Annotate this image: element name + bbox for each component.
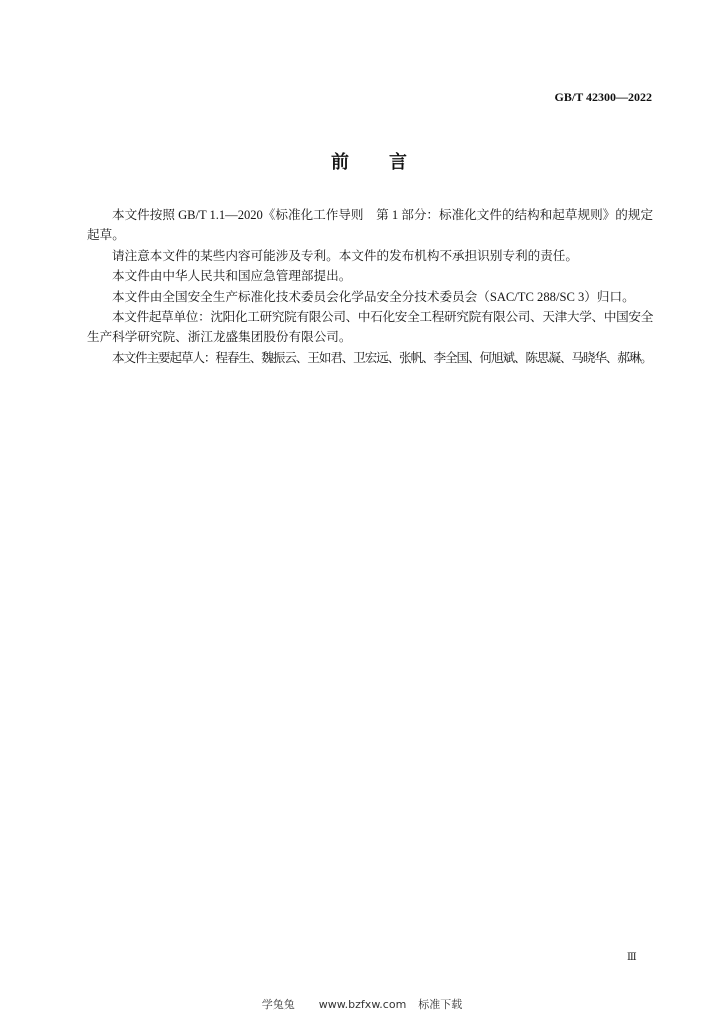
paragraph-patent-notice — [87, 246, 653, 266]
paragraph-technical-committee — [87, 287, 653, 307]
foreword-body — [87, 205, 653, 368]
paragraph-line: 请注意本文件的某些内容可能涉及专利。本文件的发布机构不承担识别专利的责任。 — [112, 248, 578, 263]
paragraph-line: 本文件由中华人民共和国应急管理部提出。 — [112, 269, 352, 284]
footer-url: www.bzfxw.com — [318, 998, 407, 1011]
paragraph-main-drafters — [87, 348, 653, 368]
paragraph-proposer — [87, 266, 653, 286]
paragraph-line: 生产科学研究院、浙江龙盛集团股份有限公司。 — [87, 330, 352, 345]
paragraph-drafting-basis — [87, 205, 653, 246]
paragraph-line: 本文件按照 GB/T 1.1—2020《标准化工作导则 第 1 部分：标准化文件的结构和起草规则》的规定 — [112, 208, 653, 222]
page-number: Ⅲ — [627, 952, 637, 963]
footer-label: 标准下载 — [418, 998, 463, 1011]
paragraph-line: 本文件由全国安全生产标准化技术委员会化学品安全分技术委员会（SAC/TC 288/SC 3）归口。 — [112, 289, 635, 304]
page-title: 前 言 — [331, 152, 418, 173]
standard-code-header: GB/T 42300—2022 — [554, 90, 652, 104]
paragraph-drafting-organizations — [87, 307, 653, 348]
footer-site-name: 学兔兔 — [261, 998, 295, 1011]
footer-watermark — [0, 997, 724, 1013]
paragraph-line: 本文件主要起草人：程春生、魏振云、王如君、卫宏远、张帆、李全国、何旭斌、陈思凝、马晓华、郝琳。 — [112, 350, 652, 365]
paragraph-line: 起草。 — [87, 228, 125, 243]
paragraph-line: 本文件起草单位：沈阳化工研究院有限公司、中石化安全工程研究院有限公司、天津大学、中国安全 — [112, 309, 653, 324]
